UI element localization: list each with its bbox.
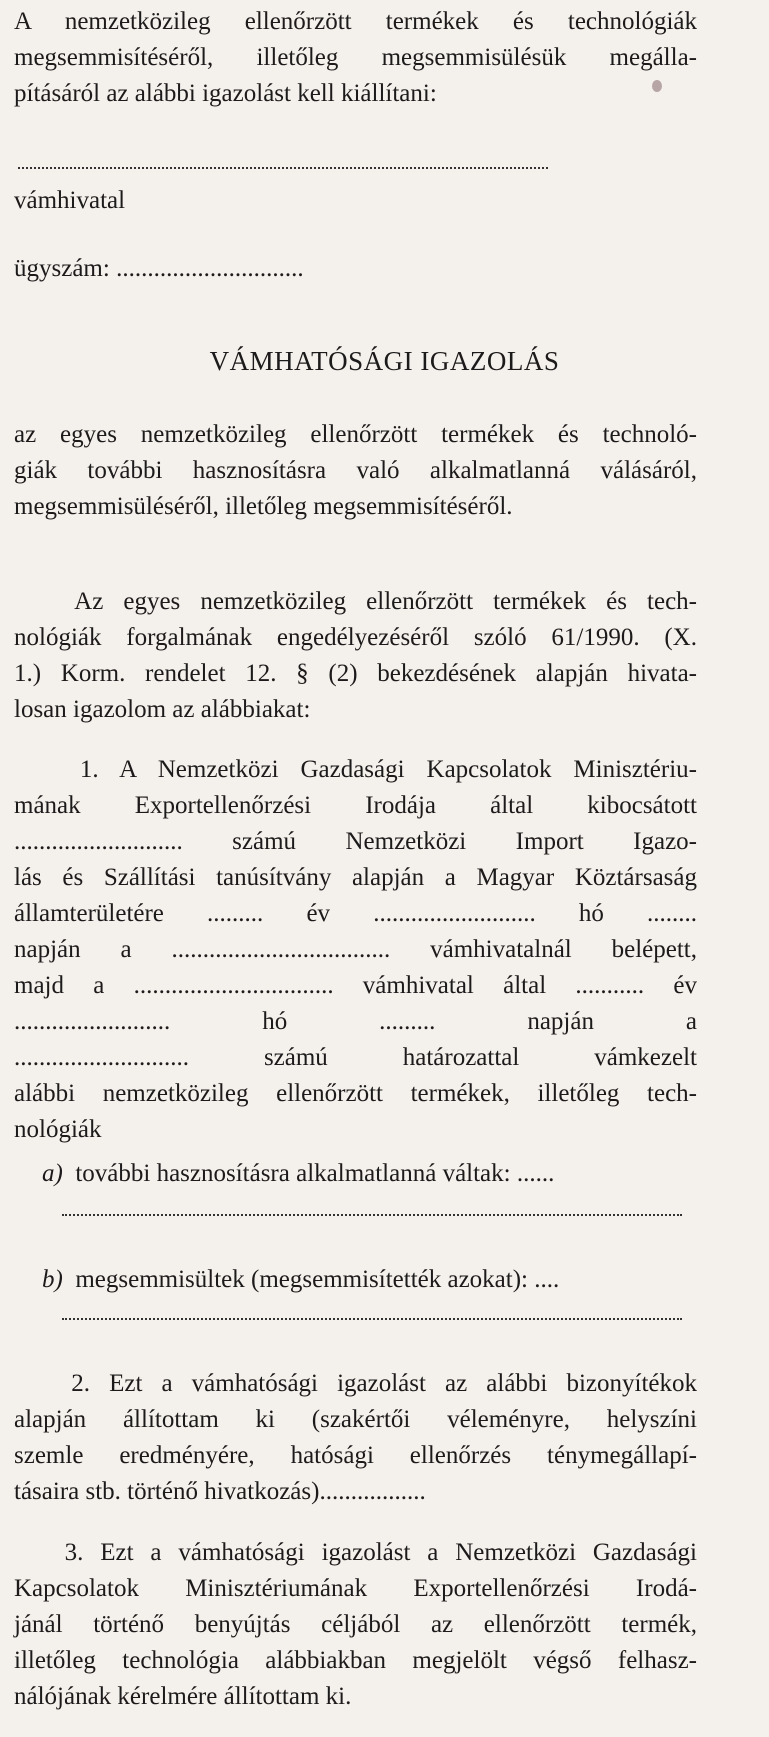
subtitle-paragraph: az egyes nemzetközileg ellenőrzött termékek és technoló- giák további hasznosításra való alkalmatlanná válásáról, megsemmisüléséről, illetőleg megsemmisítéséről. <box>14 421 697 520</box>
intro-line: megsemmisítéséről, illetőleg megsemmisülésük megálla- <box>14 44 697 71</box>
item-a-paragraph <box>42 1156 682 1192</box>
preamble-paragraph: Az egyes nemzetközileg ellenőrzött termékek és tech- nológiák forgalmának engedélyezéséről szóló 61/1990. (X. 1.) Korm. rendelet 12. § (2) bekezdésének alapján hivata- losan igazolom az alábbiakat: <box>14 588 697 723</box>
item-b-text: megsemmisültek (megsemmisítették azokat): .... <box>75 1266 560 1293</box>
item-1-paragraph: 1. A Nemzetközi Gazdasági Kapcsolatok Minisztériu- mának Exportellenőrzési Irodája által kibocsátott ........................... számú Nemzetközi Import Igazo- lás és Szállítási tanúsítvány alapján a Magyar Köztársaság államterületére ......... év .......................... hó ........ napján a ................................... vámhivatalnál belépett, majd a ................................ vámhivatal által ........... év ......................... hó ......... napján a ............................ számú határozattal vámkezelt alábbi nemzetközileg ellenőrzött termékek, illetőleg tech- nológiák <box>14 756 697 1143</box>
item-b-blank-line <box>62 1318 682 1320</box>
item-b-paragraph <box>42 1262 682 1298</box>
case-number-field: ügyszám: .............................. <box>14 255 304 282</box>
office-label: vámhivatal <box>14 187 126 214</box>
item-b-marker: b) <box>42 1266 63 1293</box>
item-3-paragraph: 3. Ezt a vámhatósági igazolást a Nemzetközi Gazdasági Kapcsolatok Minisztériumának Exportellenőrzési Irodá- jánál történő benyújtás céljából az ellenőrzött termék, illetőleg technológia alábbiakban megjelölt végső felhasz- nálójának kérelmére állítottam ki. <box>14 1539 697 1710</box>
intro-paragraph <box>14 4 697 112</box>
item-a-text: további hasznosításra alkalmatlanná váltak: ...... <box>75 1160 555 1187</box>
item-2-paragraph: 2. Ezt a vámhatósági igazolást az alábbi bizonyítékok alapján állítottam ki (szakértői véleményre, helyszíni szemle eredményére, hatósági ellenőrzés ténymegállapí- tásaira stb. történő hivatkozás)................. <box>14 1370 697 1505</box>
intro-line: A nemzetközileg ellenőrzött termékek és technológiák <box>14 8 697 35</box>
item-a-marker: a) <box>42 1160 63 1187</box>
office-blank-line <box>18 167 548 169</box>
document-title: VÁMHATÓSÁGI IGAZOLÁS <box>209 346 560 376</box>
item-a-blank-line <box>62 1214 682 1216</box>
ink-smudge <box>652 80 662 92</box>
intro-line: pításáról az alábbi igazolást kell kiállítani: <box>14 80 437 107</box>
